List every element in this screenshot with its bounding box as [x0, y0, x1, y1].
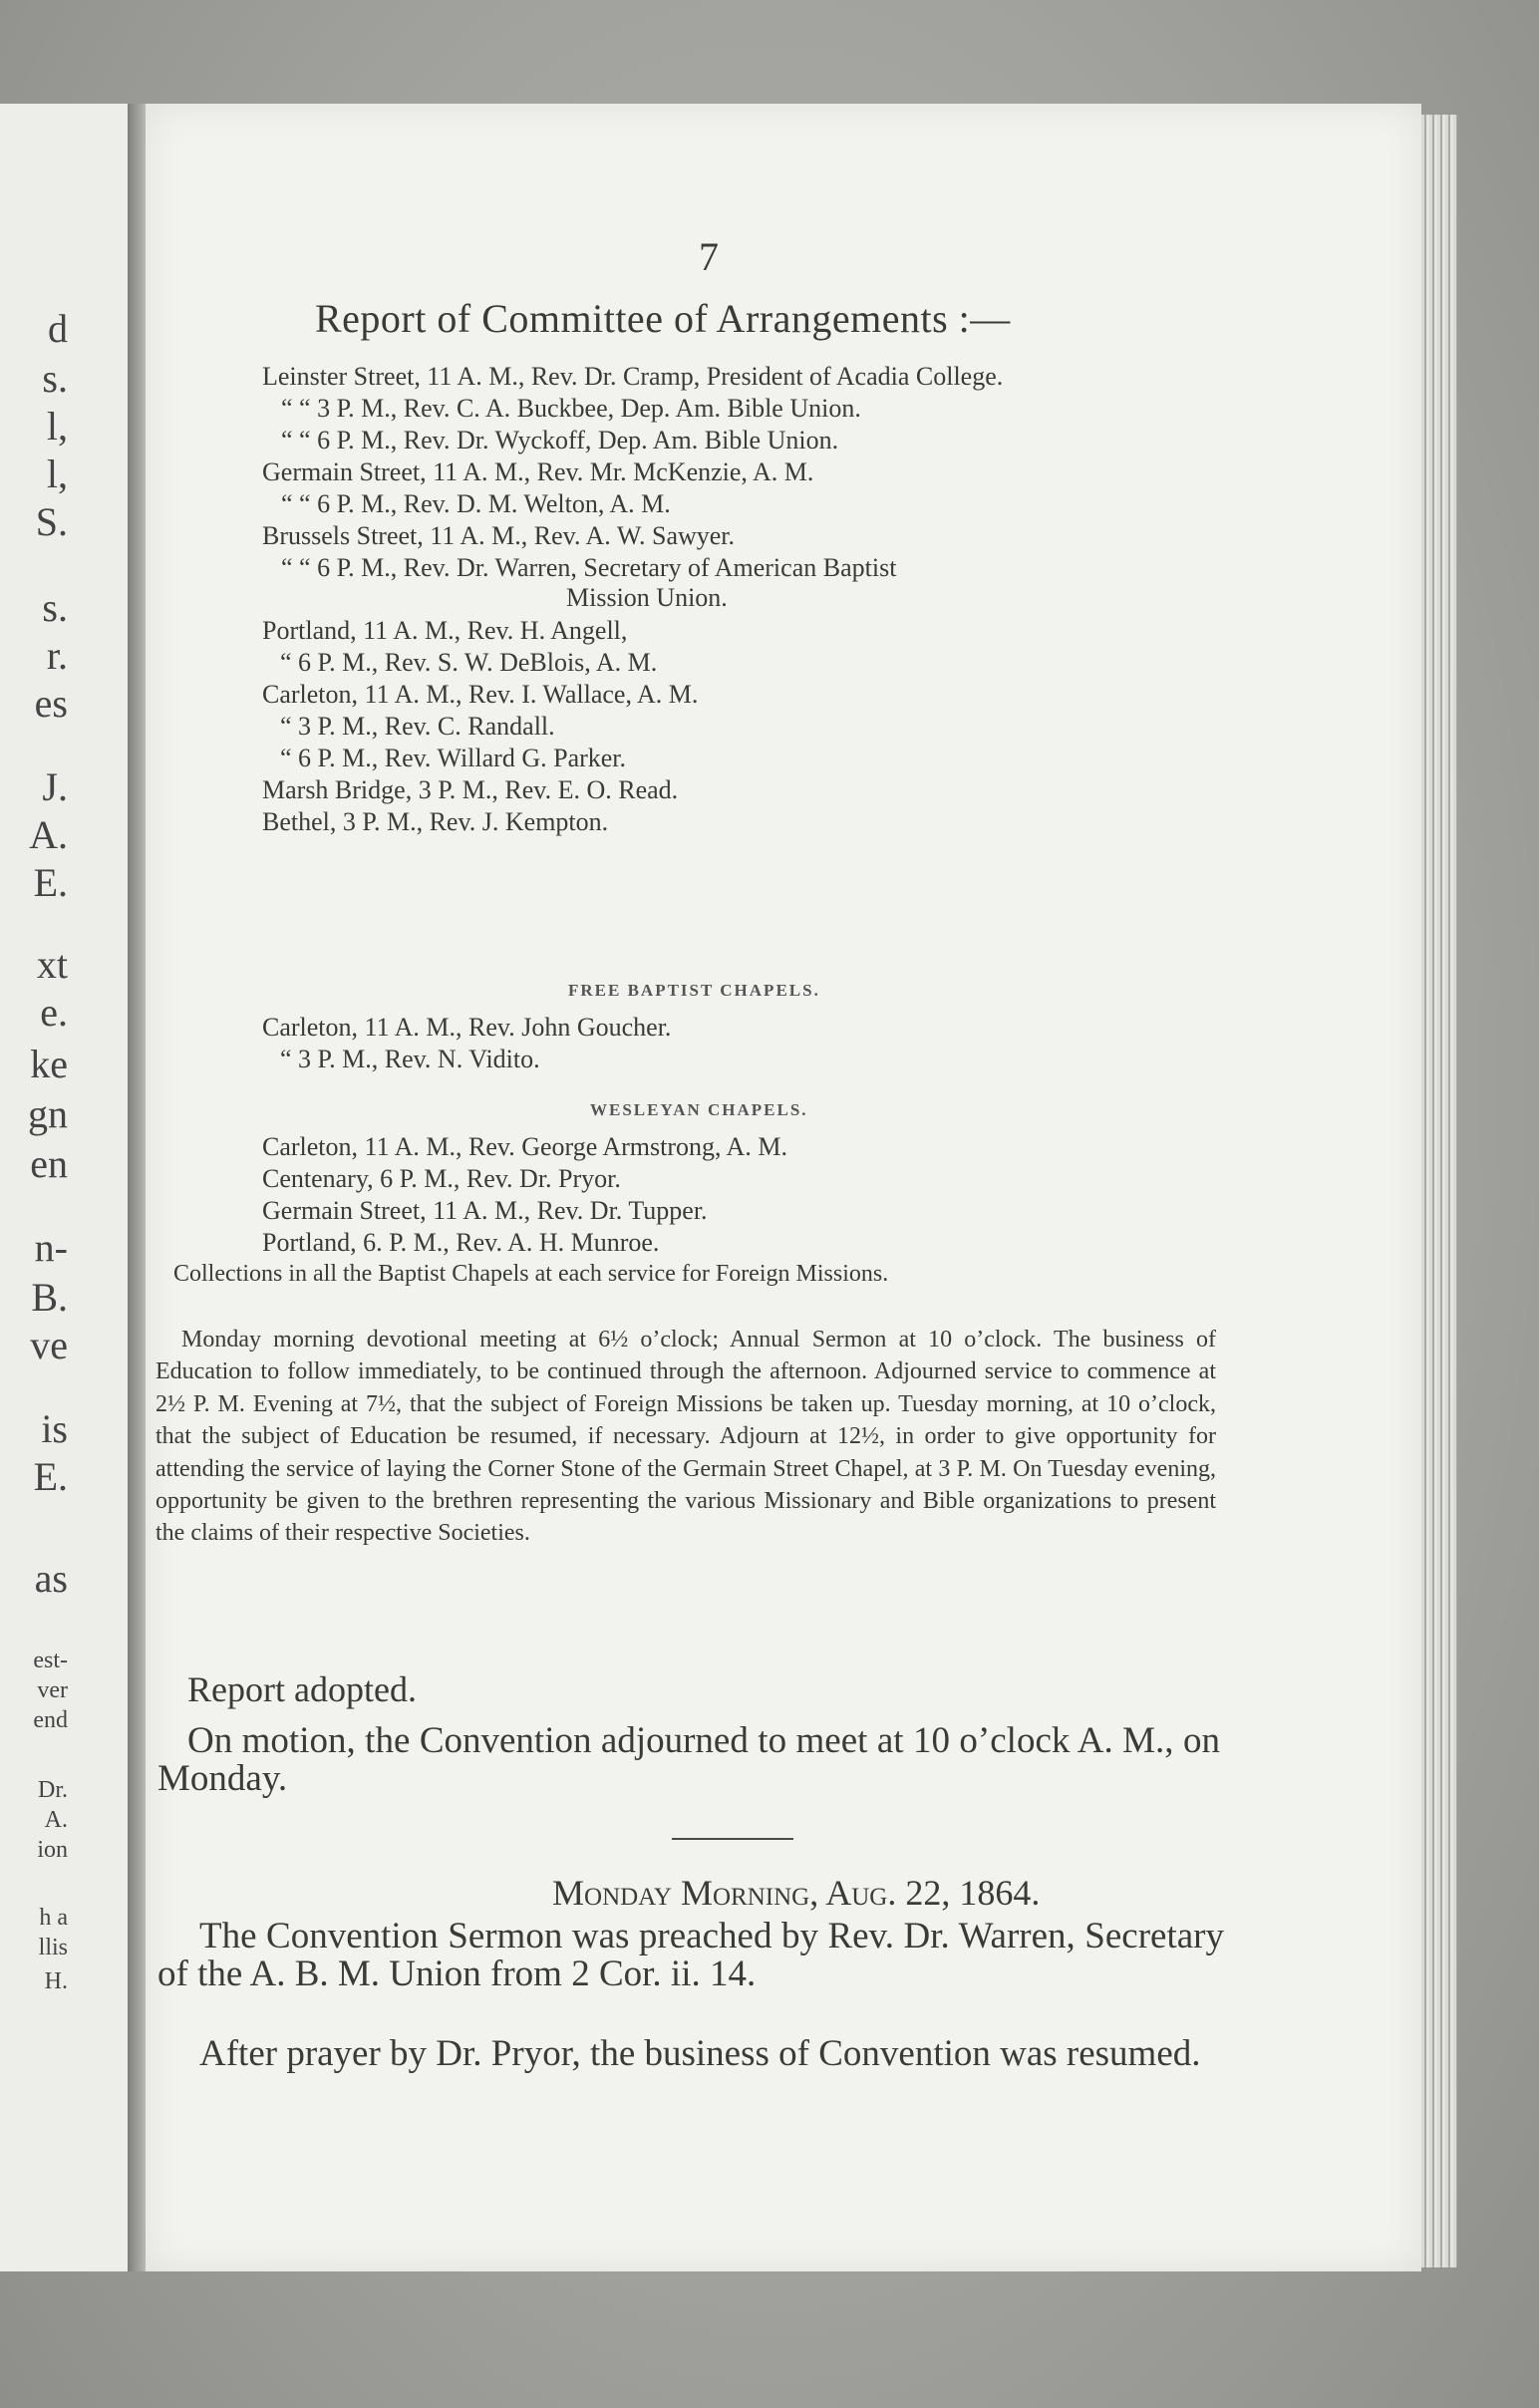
left-page-fragment: E. — [33, 860, 68, 905]
appointment-line: “ “ 6 P. M., Rev. Dr. Wyckoff, Dep. Am. Bible Union. — [281, 426, 839, 454]
left-page-fragment: h a — [39, 1905, 68, 1931]
appointment-line: Marsh Bridge, 3 P. M., Rev. E. O. Read. — [262, 775, 679, 804]
appointment-line: Germain Street, 11 A. M., Rev. Mr. McKenzie, A. M. — [262, 457, 814, 486]
left-page-fragment: J. — [42, 764, 68, 809]
left-page-fragment: s. — [42, 585, 68, 630]
book-gutter — [128, 104, 146, 2271]
motion-paragraph: On motion, the Convention adjourned to meet at 10 o’clock A. M., on Monday. — [157, 1720, 1220, 1799]
appointment-line: Portland, 11 A. M., Rev. H. Angell, — [262, 616, 628, 645]
left-page-fragment: ve — [30, 1323, 68, 1367]
left-page-fragment: gn — [28, 1091, 68, 1136]
left-facing-page — [0, 104, 131, 2271]
wesleyan-heading: WESLEYAN CHAPELS. — [590, 1100, 808, 1119]
left-page-fragment: llis — [38, 1935, 68, 1960]
left-page-fragment: n- — [34, 1225, 68, 1270]
prayer-paragraph: After prayer by Dr. Pryor, the business of Convention was resumed. — [199, 2033, 1201, 2074]
appointment-line: Centenary, 6 P. M., Rev. Dr. Pryor. — [262, 1164, 621, 1193]
left-page-fragment: S. — [35, 499, 68, 544]
appointment-line: “ 6 P. M., Rev. Willard G. Parker. — [280, 744, 627, 772]
left-page-fragment: end — [33, 1707, 68, 1733]
report-heading: Report of Committee of Arrangements :— — [315, 296, 1011, 341]
appointment-line: Brussels Street, 11 A. M., Rev. A. W. Sawyer. — [262, 521, 736, 550]
left-page-fragment: as — [34, 1556, 68, 1601]
appointment-line: Carleton, 11 A. M., Rev. John Goucher. — [262, 1013, 672, 1042]
left-page-fragment: A. — [29, 812, 68, 857]
left-page-fragment: A. — [44, 1807, 68, 1833]
sermon-paragraph: The Convention Sermon was preached by Rev. Dr. Warren, Secretary of the A. B. M. Union from 2 Cor. ii. 14. — [157, 1916, 1224, 1994]
book-page — [146, 104, 1421, 2271]
appointment-line: “ 3 P. M., Rev. N. Vidito. — [280, 1045, 540, 1073]
left-page-fragment: r. — [46, 633, 68, 678]
left-page-fragment: E. — [33, 1454, 68, 1499]
appointment-line: “ “ 6 P. M., Rev. Dr. Warren, Secretary of American Baptist — [281, 553, 897, 582]
left-page-fragment: ke — [30, 1042, 68, 1086]
left-page-fragment: en — [30, 1141, 68, 1186]
left-page-fragment: e. — [40, 990, 68, 1035]
left-page-fragment: is — [41, 1406, 68, 1451]
appointment-line: “ “ 6 P. M., Rev. D. M. Welton, A. M. — [281, 489, 671, 518]
page-number: 7 — [699, 234, 719, 279]
page-edge-stack — [1421, 115, 1457, 2267]
left-page-fragment: es — [34, 681, 68, 726]
appointment-line: Carleton, 11 A. M., Rev. George Armstrong, A. M. — [262, 1132, 787, 1161]
appointment-line: “ 3 P. M., Rev. C. Randall. — [280, 712, 555, 741]
left-page-fragment: H. — [44, 1968, 68, 1994]
appointment-line: Mission Union. — [566, 583, 728, 612]
appointment-line: Portland, 6. P. M., Rev. A. H. Munroe. — [262, 1228, 660, 1257]
collections-paragraph: Collections in all the Baptist Chapels at each service for Foreign Missions. — [173, 1261, 889, 1287]
left-page-fragment: est- — [33, 1648, 68, 1673]
schedule-paragraph: Monday morning devotional meeting at 6½ o’clock; Annual Sermon at 10 o’clock. The business of Education to follow immediately, to be continued through the afternoon. Adjourned service to commence at 2½ P. M. Evening at 7½, that the subject of Foreign Missions be taken up. Tuesday morning, at 10 o’clock, that the subject of Education be resumed, if necessary. Adjourn at 12½, in order to give opportunity for attending the service of laying the Corner Stone of the Germain Street Chapel, at 3 P. M. On Tuesday evening, opportunity be given to the brethren representing the various Missionary and Bible organizations to present the claims of their respective Societies. — [155, 1327, 1216, 1547]
left-page-fragment: d — [48, 306, 68, 351]
left-page-fragment: B. — [31, 1275, 68, 1320]
left-page-fragment: ver — [37, 1677, 68, 1703]
date-heading: Monday Morning, Aug. 22, 1864. — [552, 1873, 1041, 1913]
appointment-line: Bethel, 3 P. M., Rev. J. Kempton. — [262, 807, 609, 836]
left-page-fragment: s. — [42, 356, 68, 401]
appointment-line: “ 6 P. M., Rev. S. W. DeBlois, A. M. — [280, 648, 658, 677]
left-page-fragment: Dr. — [38, 1777, 68, 1803]
section-rule — [672, 1838, 793, 1840]
left-page-fragment: xt — [36, 942, 68, 987]
left-page-fragment: ion — [37, 1837, 68, 1863]
free-baptist-heading: FREE BAPTIST CHAPELS. — [568, 981, 820, 1000]
report-adopted: Report adopted. — [187, 1669, 417, 1709]
left-page-fragment: l, — [46, 404, 68, 449]
appointment-line: Germain Street, 11 A. M., Rev. Dr. Tupper. — [262, 1196, 708, 1225]
appointment-line: Leinster Street, 11 A. M., Rev. Dr. Cramp, President of Acadia College. — [262, 362, 1004, 391]
appointment-line: “ “ 3 P. M., Rev. C. A. Buckbee, Dep. Am. Bible Union. — [281, 394, 861, 423]
appointment-line: Carleton, 11 A. M., Rev. I. Wallace, A. M. — [262, 680, 699, 709]
left-page-fragment: l, — [46, 452, 68, 496]
